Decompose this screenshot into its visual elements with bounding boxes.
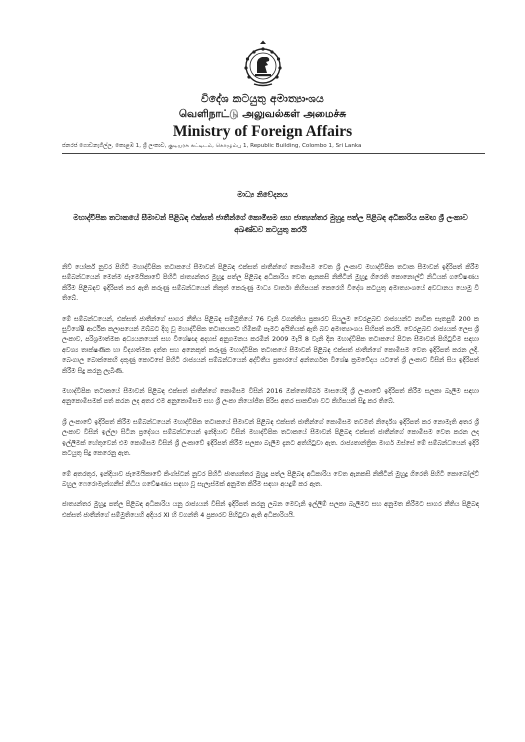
ministry-name-tamil: வெளிநாட்டு அலுவல்கள் அமைச்சு (178, 108, 347, 120)
body-paragraph: මේ සම්බන්ධයෙන්, එක්සත් ජාතීන්ගේ සාගර නීතිය පිළිබඳ සම්මුතියේ 76 වැනි වගන්තිය ප්‍රකාරව සියලුම වෙරළබඩ රාජ්‍යයන්ට නාවික සැතපුම් 200 ක සුවිශේෂී ආර්ථික කලාපයෙන් ඔබ්බට දිගු වූ මහාද්වීපික තටාකයකට හිමිකම් පෑමට අයිතියක් ඇති බව අමාත්‍යාංශය සිහිපත් කරයි. වෙරළබඩ රාජ්‍යයක් ලෙස ශ්‍රී ලංකාව, පරිශ්‍රමාත්මක අධ්‍යයනයෙන් සහ විශේෂඥ අදහස් අනුගමනය කරමින් 2009 මැයි 8 වැනි දින මහාද්වීපික තටාකයේ පිටත සීමාවන් පිහිටුවීම සඳහා අවශ්‍ය තාක්ෂණික හා විද්‍යාත්මක දත්ත සහ අනෙකුත් කරුණු මහාද්වීපික තටාකයේ සීමාවන් පිළිබඳ එක්සත් ජාතීන්ගේ කොමිසම වෙත ඉදිරිපත් කරන ලදී. බෙංගාල බොක්කෙහි දකුණු කොටසේ පිහිටි රාජ්‍යයන් සම්බන්ධයෙන් අද්විතීය ප්‍රකාරයේ අන්තර්ගත විශේෂ ක්‍රමවේදය යටතේ ශ්‍රී ලංකාව විසින් සිය ඉදිරිපත් කිරීම සිදු කරනු ලැබිණි. (62, 314, 479, 375)
body-paragraph: ජාත්‍යන්තර මුහුදු පත්ල පිළිබඳ අධිකාරිය යනු රාජ්‍යයන් විසින් ඉදිරිපත් කරනු ලබන මෙවැනි ඉල්ලීම් සලකා බැලීමට සහ අනුමත කිරීමට සාගර නීතිය පිළිබඳ එක්සත් ජාතීන්ගේ සම්මුතියෙහි අදියර XI හි වගන්ති 4 ප්‍රකාරව පිහිටුවා ඇති අධිකාරියයි. (62, 500, 479, 519)
sri-lanka-state-emblem-icon (241, 40, 285, 88)
body-paragraph: ශ්‍රී ලංකාවේ ඉදිරිපත් කිරීම සම්බන්ධයෙන් මහාද්වීපික තටාකයේ සීමාවන් පිළිබඳ එක්සත් ජාතීන්ගේ කොමිසම තවමත් නිර්දේශ ඉදිරිපත් කර නොමැති අතර ශ්‍රී ලංකාව විසින් ඉල්ලා සිටින ප්‍රදේශය සම්බන්ධයෙන් ඉන්දියාව විසින් මහාද්වීපික තටාකයේ සීමාවන් පිළිබඳ එක්සත් ජාතීන්ගේ කොමිසම වෙත කරන ලද ඉල්ලීමක් හේතුවෙන් එම කොමිසම විසින් ශ්‍රී ලංකාවේ ඉදිරිපත් කිරීම සලකා බැලීම දැනට අත්හිටුවා ඇත. රාජ්‍යතාන්ත්‍රික මාර්ග ඔස්සේ මේ සම්බන්ධයෙන් ඉදිරි කටයුතු සිදු කෙරෙනු ඇත. (62, 417, 479, 458)
header-divider (62, 153, 485, 154)
body-paragraph: මහාද්වීපික තටාකයේ සීමාවන් පිළිබඳ එක්සත් ජාතීන්ගේ කොමිසම විසින් 2016 ඔක්තෝම්බර් මාසයේදී ශ්‍රී ලංකාවේ ඉදිරිපත් කිරීම සලකා බැලීම සඳහා අනුකොමිසමක් පත් කරන ලද අතර එම අනුකොමිසම සහ ශ්‍රී ලංකා නියෝජිත පිරිස අතර සාකච්ඡා වට කිහිපයක් සිදු කර තිබේ. (62, 387, 479, 406)
body-paragraph: මේ අතරතුර, ඉන්දියාව ජැමෙයිකාවේ කිංග්ස්ටන් නුවර පිහිටි ජාත්‍යන්තර මුහුදු පත්ල පිළිබඳ අධිකාරිය වෙත ඇනකසි නිකීටින් මුහුදු ගිරෙති පිහිටි කොබෝල්ට් බහුල ෆෙරොමැන්ගනීස් නිධිය ගවේෂණය සඳහා වූ සැලැස්මක් අනුමත කිරීම සඳහා අයදුම් කර ඇත. (62, 469, 479, 488)
ministry-name-sinhala: විදේශ කටයුතු අමාත්‍යාංශය (201, 93, 324, 105)
document-headline: මහාද්වීපික තටාකයේ සීමාවන් පිළිබඳ එක්සත් ජාතීන්ගේ කොමිසම සහ ජාත්‍යන්තර මුහුදු පත්ල පිළිබඳ අධිකාරිය සමඟ ශ්‍රී ලංකාව අඛණ්ඩව කටයුතු කරයි (73, 213, 468, 234)
document-body (62, 262, 479, 530)
ministry-address: ජනරජ ගොඩනැගිල්ල, කොළඹ 1, ශ්‍රී ලංකාව, குடியரசு கட்டிடம், கொழும்பு 1, Republic Building, Colombo 1, Sri Lanka (62, 143, 362, 149)
ministry-name-english: Ministry of Foreign Affairs (172, 123, 353, 140)
body-paragraph: නිව් යෝර්ක් නුවර පිහිටි මහාද්වීපික තටාකයේ සීමාවන් පිළිබඳ එක්සත් ජාතීන්ගේ කොමිසම වෙත ශ්‍රී ලංකාව මහාද්වීපික තටාක සීමාවන් ඉදිරිපත් කිරීම සම්බන්ධයෙන් මෙන්ම ජැමෙයිකාවේ පිහිටි ජාත්‍යන්තර මුහුදු පත්ල පිළිබඳ අධිකාරිය වෙත ඇනකසි නිකීටින් මුහුදු ගිරෙති කොනොල්ට් නිධියක් ගවේෂණය කිරීම පිළිබඳව ඉදිරිපත් කර ඇති කරුණු සම්බන්ධයෙන් නිකුත් කෙරුණු මාධ්‍ය වාර්තා කිහිපයක් කෙරෙහි විදේශ කටයුතු අමාත්‍යාංශයේ අවධානය යොමු වී තිබේ. (62, 263, 479, 303)
document-title: මාධ්‍ය නිවේදනය (237, 190, 288, 199)
ministry-header (0, 92, 525, 141)
